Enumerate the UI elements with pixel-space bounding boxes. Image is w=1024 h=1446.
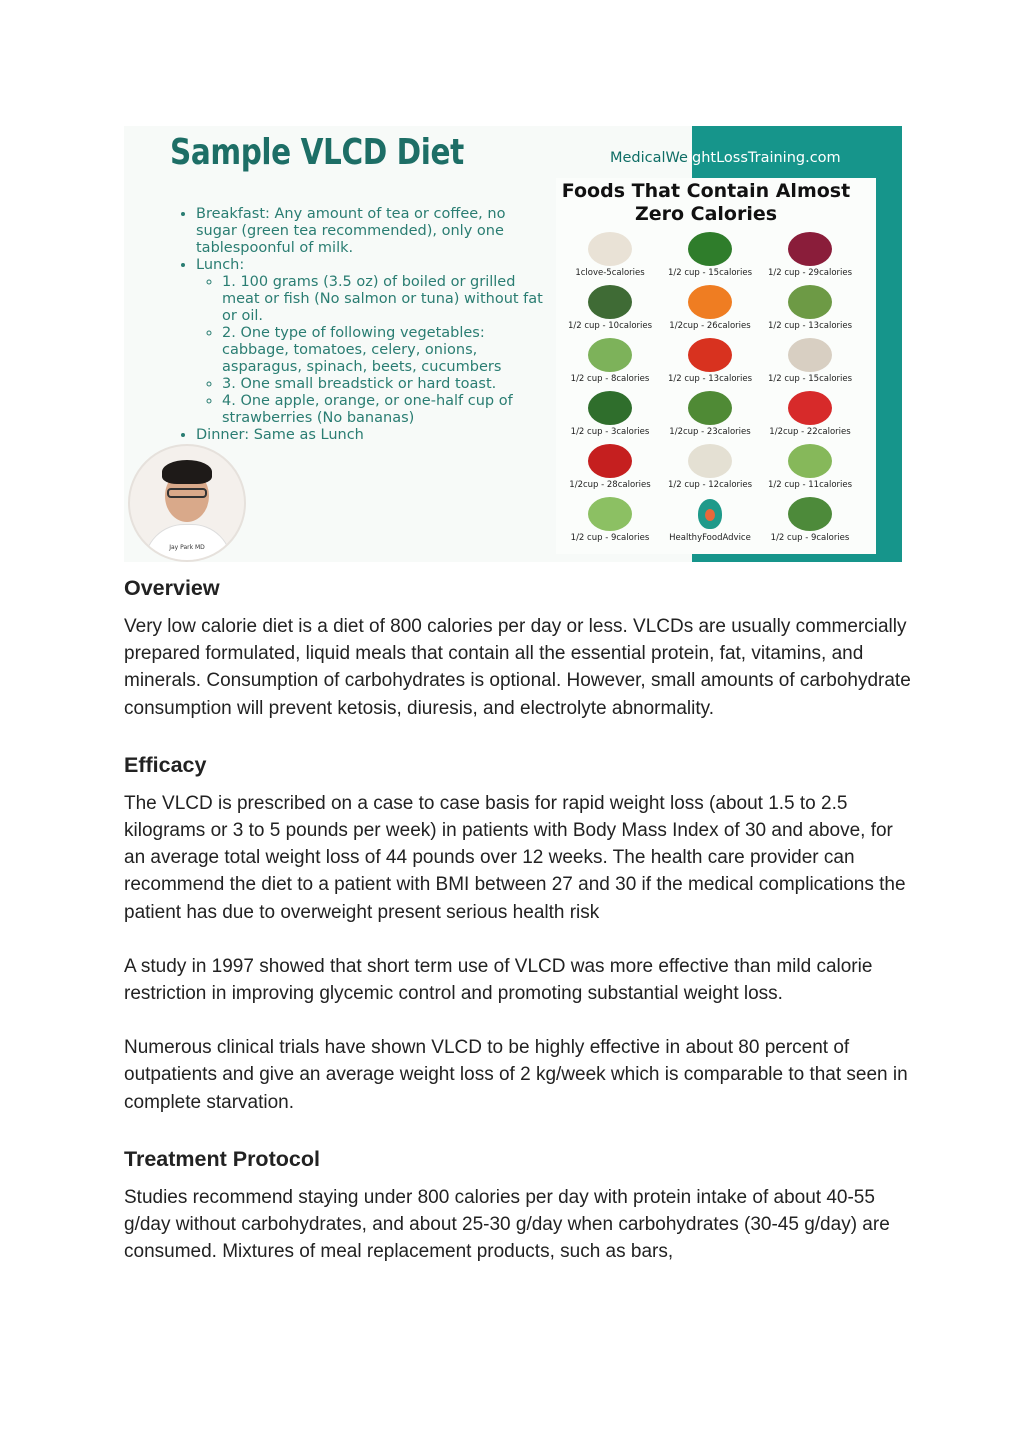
foods-title-line1: Foods That Contain Almost [561,180,851,202]
infographic-title: Sample VLCD Diet [170,132,464,173]
food-item [760,336,860,389]
broccoli-icon [688,232,732,266]
diet-item-lunch [196,257,550,427]
overview-paragraph: Very low calorie diet is a diet of 800 calories per day or less. VLCDs are usually commercially prepared formulated, liquid meals that contain all the essential protein, fat, vitamins, and minerals. Consumption of carbohydrates is optional. However, small amounts of carbohydrate consumption will prevent ketosis, diuresis, and electrolyte abnormality. [124,616,911,719]
lunch-item: ◦ 4. One apple, orange, or one-half cup of strawberries (No bananas) [222,393,550,427]
food-caption: 1/2 cup - 9calories [570,533,650,543]
diet-list [180,206,550,444]
treatment-paragraph: Studies recommend staying under 800 calories per day with protein intake of about 40-55 g/day without carbohydrates, and about 25-30 g/day when carbohydrates (30-45 g/day) are consumed. Mixtures of meal replacement products, such as bars, [124,1186,890,1263]
food-caption: 1/2cup - 26calories [669,321,751,331]
food-item [660,495,760,548]
glasses-icon [167,488,207,498]
article-body [124,574,914,1265]
doctor-avatar [128,444,246,562]
tomato-icon [688,338,732,372]
food-item [760,442,860,495]
food-grid [560,230,860,550]
vlcd-infographic [124,126,902,562]
zucchini-icon [788,497,832,531]
food-caption: 1/2 cup - 12calories [667,480,753,490]
food-caption: 1/2 cup - 15calories [667,268,753,278]
food-caption: 1/2cup - 23calories [669,427,751,437]
efficacy-paragraph-2: A study in 1997 showed that short term use of VLCD was more effective than mild calorie restriction in improving glycemic control and promoting substantial weight loss. [124,955,873,1005]
doctor-coat [144,524,232,562]
overview-heading: Overview [124,576,220,600]
lunch-item: ◦ 1. 100 grams (3.5 oz) of boiled or grilled meat or fish (No salmon or tuna) without fat or oil. [222,274,550,325]
efficacy-paragraph-1: The VLCD is prescribed on a case to case basis for rapid weight loss (about 1.5 to 2.5 kilograms or 3 to 5 pounds per week) in patients with Body Mass Index of 30 and above, for an average total weight loss of 44 pounds over 12 weeks. The health care provider can recommend the diet to a patient with BMI between 27 and 30 if the medical complications the patient has due to overweight present serious health risk [124,792,906,923]
site-name-part1: MedicalWe [610,150,688,166]
food-item [660,442,760,495]
cabbage-icon [788,444,832,478]
treatment-heading: Treatment Protocol [124,1146,320,1171]
mushroom-icon [788,338,832,372]
food-caption: 1/2 cup - 13calories [767,321,853,331]
foods-panel [556,178,876,554]
food-item [660,283,760,336]
food-item [560,230,660,283]
food-caption: 1clove-5calories [575,268,645,278]
food-caption: 1/2 cup - 3calories [570,427,650,437]
efficacy-heading: Efficacy [124,752,207,777]
food-item [660,389,760,442]
lunch-item: ◦ 3. One small breadstick or hard toast. [222,376,550,393]
lunch-item: ◦ 2. One type of following vegetables: cabbage, tomatoes, celery, onions, asparagus, spinach, beets, cucumbers [222,325,550,376]
diet-item-dinner: • Dinner: Same as Lunch [196,427,550,444]
site-name-part2: ightLossTraining.com [687,150,841,166]
food-item [560,283,660,336]
strawberry-icon [788,391,832,425]
food-item [560,389,660,442]
watermelon-icon [688,391,732,425]
food-item [560,442,660,495]
food-item [660,336,760,389]
food-caption: 1/2cup - 22calories [769,427,851,437]
beet-icon [788,232,832,266]
cauliflower-icon [688,444,732,478]
food-item [760,495,860,548]
doctor-name: Jay Park MD [169,544,205,551]
food-caption: 1/2 cup - 29calories [767,268,853,278]
diet-item-breakfast: • Breakfast: Any amount of tea or coffee, no sugar (green tea recommended), only one tablespoonful of milk. [196,206,550,257]
food-item [760,230,860,283]
foods-title-line2: Zero Calories [634,203,778,225]
spinach-icon [588,285,632,319]
garlic-icon [588,232,632,266]
food-caption: 1/2 cup - 9calories [770,533,850,543]
diet-item-lunch-label: Lunch: [196,257,245,273]
leafy-greens-icon [588,391,632,425]
food-caption: 1/2cup - 28calories [569,480,651,490]
carrot-icon [688,285,732,319]
asparagus-icon [788,285,832,319]
food-item [560,336,660,389]
site-name [610,150,841,166]
food-item [760,389,860,442]
food-caption: 1/2 cup - 8calories [570,374,650,384]
cucumber-icon [588,338,632,372]
doctor-hair [162,460,212,484]
efficacy-paragraph-3: Numerous clinical trials have shown VLCD to be highly effective in about 80 percent of outpatients and give an average weight loss of 2 kg/week which is comparable to that seen in complete starvation. [124,1037,908,1113]
food-caption: 1/2 cup - 11calories [767,480,853,490]
foods-title [556,180,856,226]
food-caption: HealthyFoodAdvice [669,533,751,543]
celery-icon [588,497,632,531]
food-caption: 1/2 cup - 15calories [767,374,853,384]
food-caption: 1/2 cup - 13calories [667,374,753,384]
food-item [560,495,660,548]
food-item [660,230,760,283]
food-item [760,283,860,336]
healthyfoodadvice-logo-icon [698,499,722,529]
apple-icon [588,444,632,478]
food-caption: 1/2 cup - 10calories [567,321,653,331]
